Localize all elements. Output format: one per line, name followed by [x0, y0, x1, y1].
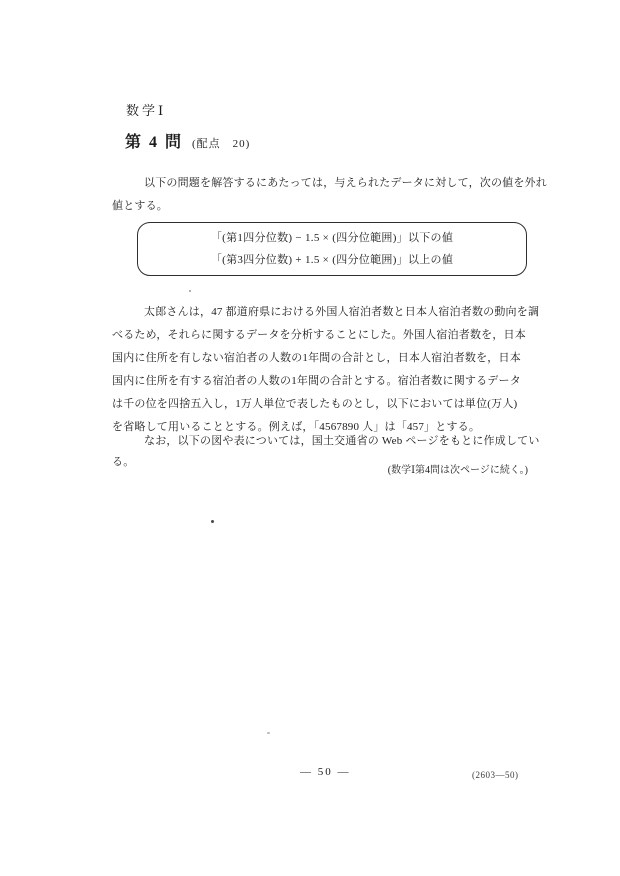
subject-label: 数学Ⅰ — [126, 103, 167, 118]
text-line: る。 — [112, 456, 135, 468]
page-number: — 50 — — [300, 766, 351, 778]
scan-artifact-dot — [189, 290, 191, 292]
question-title — [125, 129, 250, 152]
text-line: は千の位を四捨五入し，1万人単位で表したものとし，以下においては単位(万人) — [112, 398, 518, 410]
print-code: (2603—50) — [472, 770, 519, 780]
continuation-note: (数学Ⅰ第4問は次ページに続く。) — [387, 465, 528, 476]
main-paragraph — [112, 301, 540, 439]
scan-artifact-dot — [267, 732, 270, 734]
text-line: なお，以下の図や表については，国土交通省の Web ページをもとに作成してい — [144, 435, 540, 447]
question-points: (配点 20) — [192, 138, 251, 150]
text-line: 国内に住所を有しない宿泊者の人数の1年間の合計とし，日本人宿泊者数を，日本 — [112, 352, 521, 364]
intro-paragraph — [112, 172, 547, 218]
question-number: 第 4 問 — [125, 134, 184, 151]
text-line: 以下の問題を解答するにあたっては，与えられたデータに対して，次の値を外れ — [144, 177, 547, 189]
text-line: 太郎さんは，47 都道府県における外国人宿泊者数と日本人宿泊者数の動向を調 — [144, 306, 540, 318]
text-line: 値とする。 — [112, 200, 168, 212]
outlier-definition-box — [137, 222, 527, 276]
outlier-rule-lower: 「(第1四分位数) − 1.5 × (四分位範囲)」以下の値 — [210, 232, 454, 244]
text-line: べるため，それらに関するデータを分析することにした。外国人宿泊者数を，日本 — [112, 329, 526, 341]
outlier-rule-upper: 「(第3四分位数) + 1.5 × (四分位範囲)」以上の値 — [210, 254, 454, 266]
text-line: 国内に住所を有する宿泊者の人数の1年間の合計とする。宿泊者数に関するデータ — [112, 375, 521, 387]
text-line: を省略して用いることとする。例えば，「4567890 人」は「457」とする。 — [112, 421, 481, 433]
scan-artifact-dot — [211, 520, 214, 523]
